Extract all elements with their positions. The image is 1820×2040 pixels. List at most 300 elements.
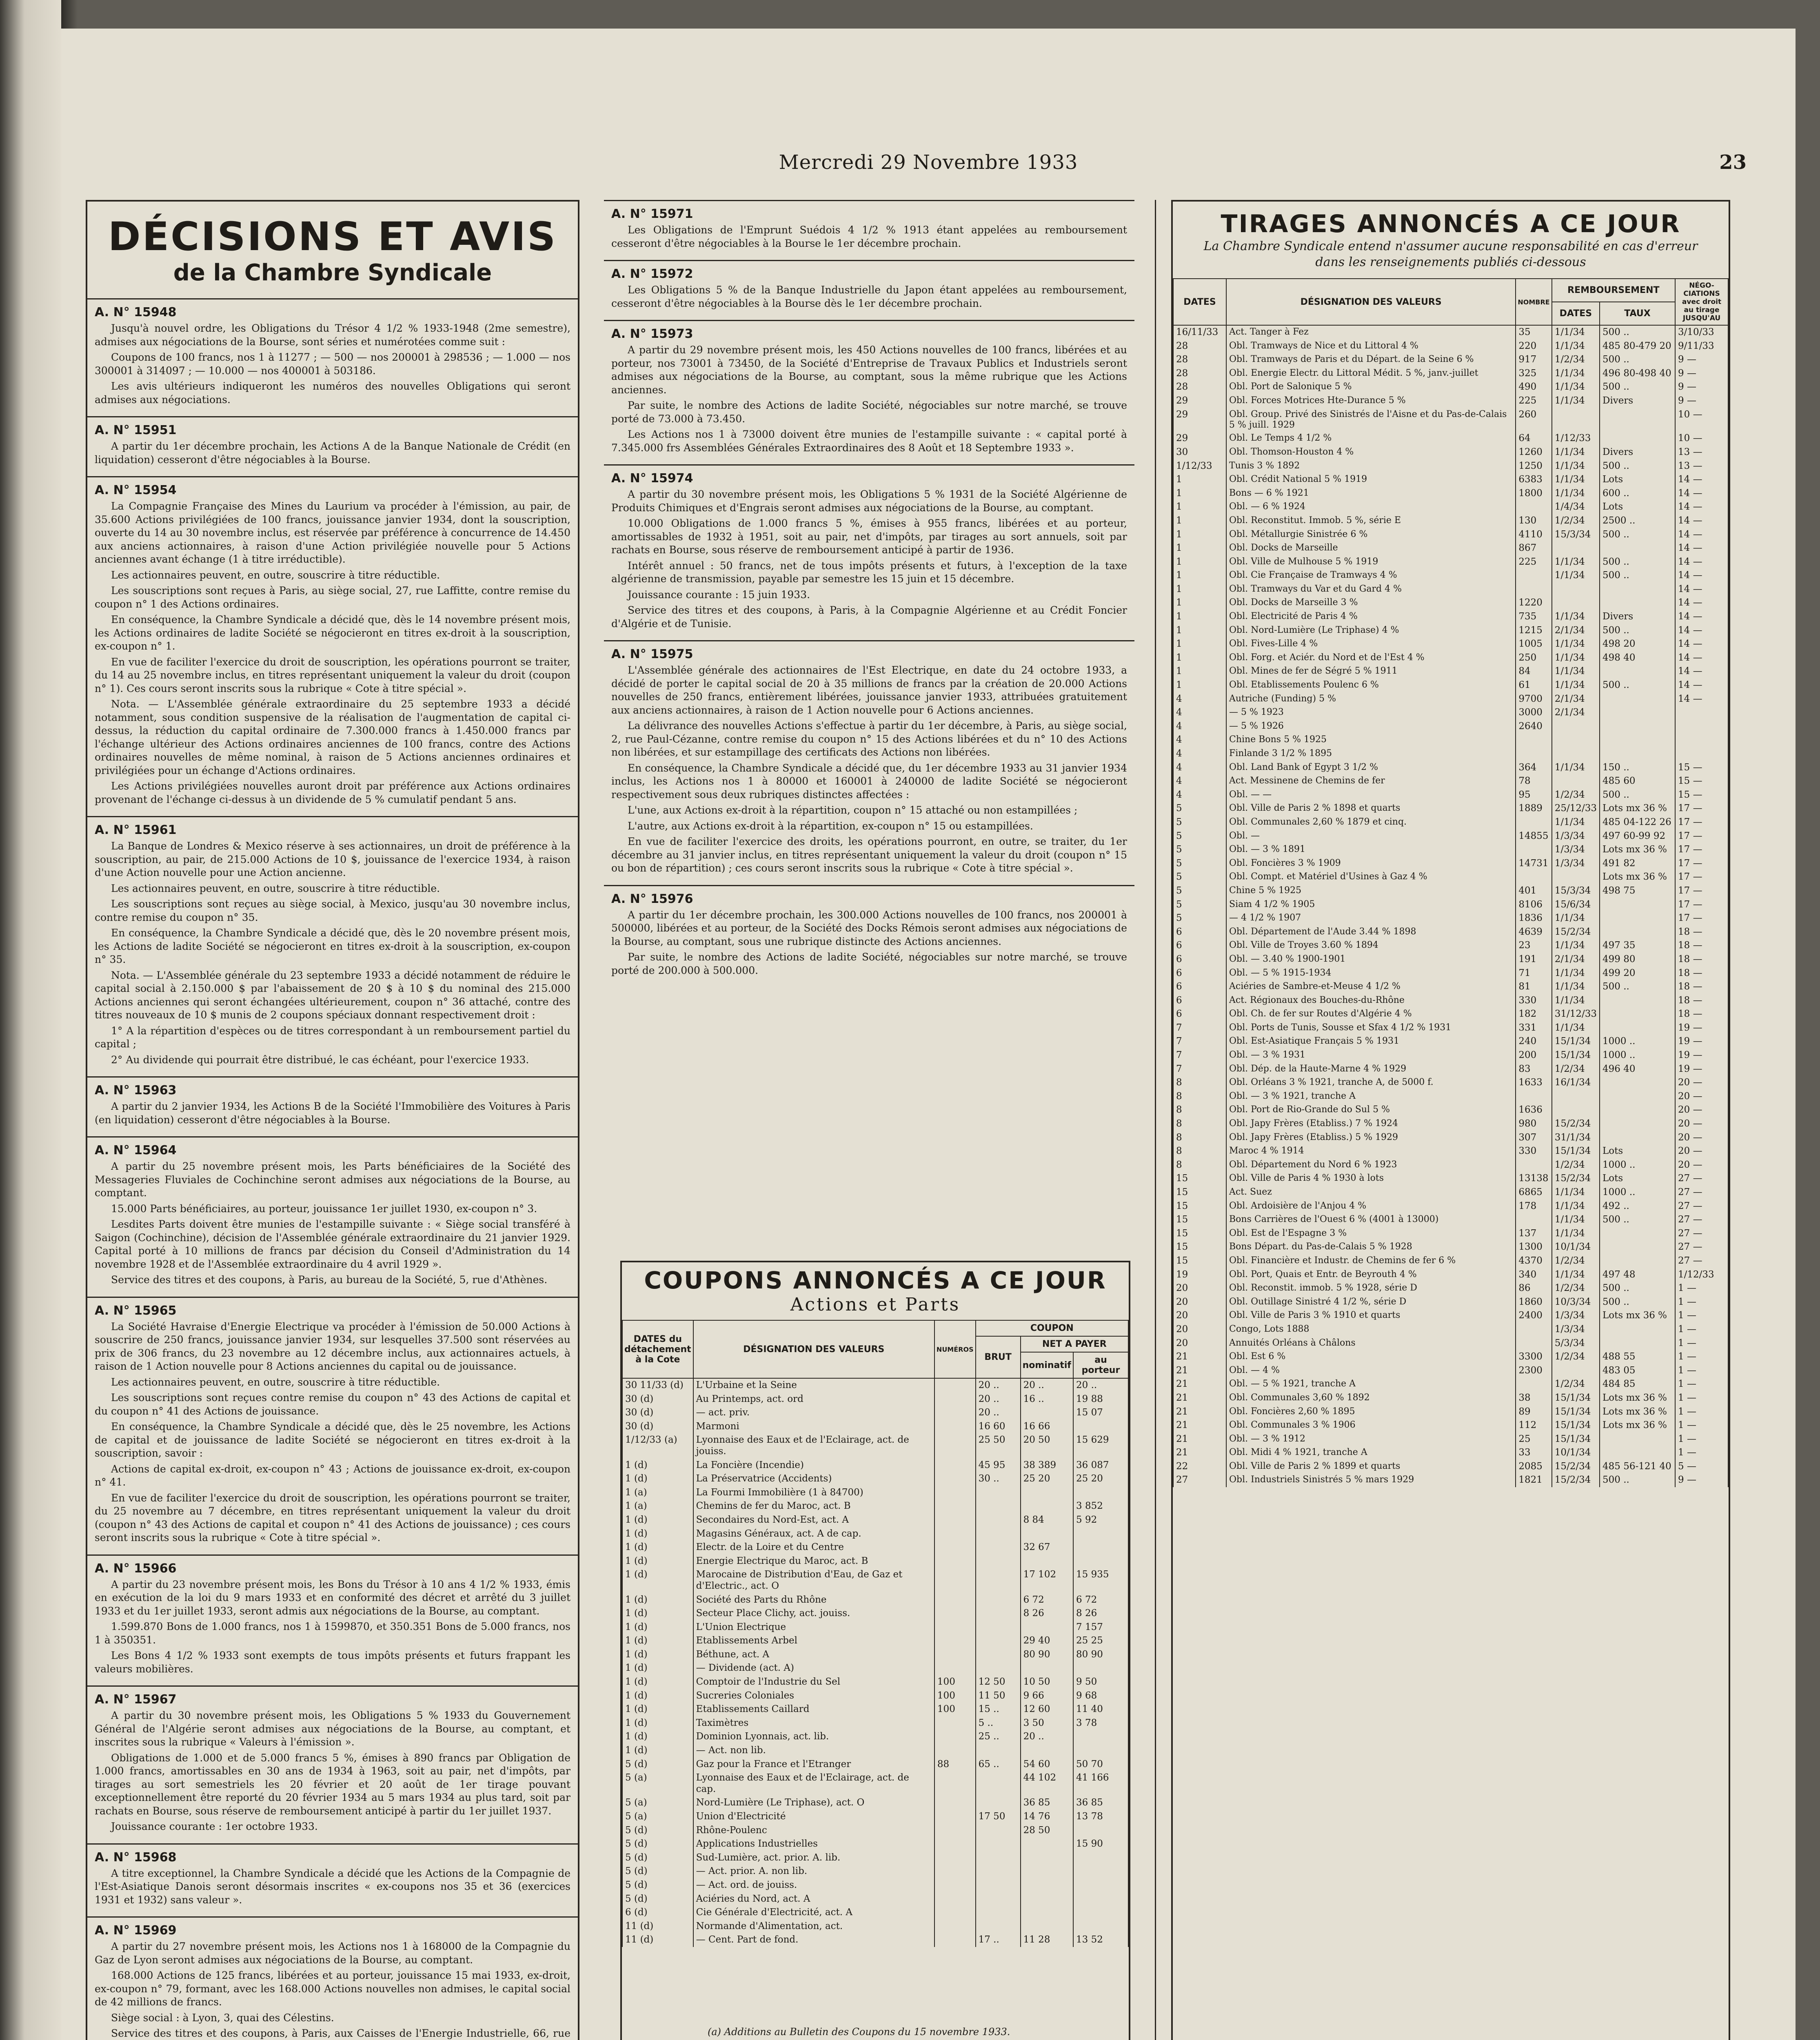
cell-date: 1 (d) — [622, 1689, 693, 1703]
notice-body — [95, 1709, 570, 1834]
cell-taux: 500 .. — [1600, 624, 1675, 638]
col-header-nombre: NOMBRE — [1516, 279, 1551, 325]
cell-porteur: 9 50 — [1073, 1675, 1128, 1689]
cell-designation: Obl. — 5 % 1915-1934 — [1226, 967, 1516, 980]
cell-nombre: 35 — [1516, 325, 1551, 339]
cell-taux — [1600, 1090, 1675, 1104]
cell-date: 5 — [1173, 816, 1226, 829]
cell-nombre: 4370 — [1516, 1254, 1551, 1268]
notice-ref: A. N° 15971 — [611, 207, 693, 221]
cell-taux: Lots — [1600, 473, 1675, 487]
cell-date: 15 — [1173, 1227, 1226, 1241]
table-row — [1173, 1446, 1728, 1460]
notice-paragraph: En conséquence, la Chambre Syndicale a décidé que, dès le 25 novembre, les Actions de capital et de jouissance de ladite Société se négocieront en titres ex-droit à la souscription, savoir : — [95, 1421, 570, 1459]
cell-date: 29 — [1173, 432, 1226, 446]
cell-date: 20 — [1173, 1282, 1226, 1295]
cell-date: 1 — [1173, 555, 1226, 569]
cell-porteur: 50 70 — [1073, 1758, 1128, 1772]
cell-nombre: 8106 — [1516, 898, 1551, 912]
cell-date: 22 — [1173, 1460, 1226, 1474]
cell-porteur — [1073, 1486, 1128, 1500]
cell-taux — [1600, 747, 1675, 761]
table-row — [622, 1920, 1128, 1934]
cell-remb-date — [1552, 408, 1600, 432]
cell-taux — [1600, 408, 1675, 432]
cell-nombre: 9700 — [1516, 692, 1551, 706]
table-row — [1173, 953, 1728, 967]
cell-designation: Obl. Ardoisière de l'Anjou 4 % — [1226, 1200, 1516, 1213]
cell-negociations: 17 — — [1675, 857, 1728, 871]
notice-paragraph: Les actionnaires peuvent, en outre, souscrire à titre réductible. — [111, 1376, 440, 1388]
cell-remb-date: 1/2/34 — [1552, 1282, 1600, 1295]
table-row — [622, 1675, 1128, 1689]
cell-remb-date: 1/2/34 — [1552, 514, 1600, 528]
cell-negociations: 14 — — [1675, 487, 1728, 501]
cell-nombre: 330 — [1516, 994, 1551, 1008]
notice — [87, 298, 578, 416]
cell-date: 1 (d) — [622, 1648, 693, 1662]
cell-negociations: 9 — — [1675, 1473, 1728, 1487]
cell-negociations: 10 — — [1675, 432, 1728, 446]
cell-designation: Act. Tanger à Fez — [1226, 325, 1516, 339]
cell-nominatif: 3 50 — [1021, 1716, 1073, 1730]
cell-taux: Divers — [1600, 446, 1675, 459]
cell-numero — [934, 1661, 976, 1675]
cell-nominatif — [1021, 1621, 1073, 1634]
cell-designation: Tunis 3 % 1892 — [1226, 459, 1516, 473]
cell-date: 30 (d) — [622, 1393, 693, 1406]
cell-date: 5 (d) — [622, 1892, 693, 1906]
cell-date: 21 — [1173, 1377, 1226, 1391]
cell-taux — [1600, 596, 1675, 610]
cell-nominatif: 17 102 — [1021, 1568, 1073, 1593]
table-row — [622, 1459, 1128, 1472]
cell-date: 15 — [1173, 1240, 1226, 1254]
cell-numero: 100 — [934, 1703, 976, 1716]
cell-nombre: 38 — [1516, 1391, 1551, 1405]
notice-ref: A. N° 15972 — [611, 267, 693, 281]
cell-negociations — [1675, 747, 1728, 761]
cell-brut: 12 50 — [976, 1675, 1021, 1689]
cell-date: 6 — [1173, 925, 1226, 939]
cell-numero — [934, 1541, 976, 1554]
cell-designation: Autriche (Funding) 5 % — [1226, 692, 1516, 706]
cell-date: 1 (d) — [622, 1661, 693, 1675]
table-row — [1173, 459, 1728, 473]
cell-numero — [934, 1593, 976, 1607]
cell-remb-date — [1552, 733, 1600, 747]
cell-nombre: 401 — [1516, 884, 1551, 898]
cell-taux — [1600, 1323, 1675, 1337]
cell-porteur: 15 629 — [1073, 1433, 1128, 1458]
cell-taux: Lots mx 36 % — [1600, 1405, 1675, 1419]
cell-date: 29 — [1173, 408, 1226, 432]
cell-porteur: 19 88 — [1073, 1393, 1128, 1406]
cell-designation: Union d'Electricité — [693, 1810, 934, 1824]
cell-numero: 100 — [934, 1675, 976, 1689]
cell-designation: L'Union Electrique — [693, 1621, 934, 1634]
cell-brut: 30 .. — [976, 1472, 1021, 1486]
cell-remb-date — [1552, 870, 1600, 884]
notice-paragraph: Jouissance courante : 15 juin 1933. — [628, 588, 810, 601]
cell-negociations: 14 — — [1675, 665, 1728, 679]
cell-date: 8 — [1173, 1117, 1226, 1131]
cell-negociations: 14 — — [1675, 583, 1728, 596]
cell-remb-date: 1/4/34 — [1552, 500, 1600, 514]
cell-remb-date: 1/2/34 — [1552, 1158, 1600, 1172]
cell-nombre: 2640 — [1516, 720, 1551, 734]
cell-porteur — [1073, 1824, 1128, 1838]
notice-paragraph: Actions de capital ex-droit, ex-coupon n° 43 ; Actions de jouissance ex-droit, ex-coupon n° 41. — [95, 1463, 570, 1488]
notice-paragraph: A partir du 1er décembre prochain, les 300.000 Actions nouvelles de 100 francs, nos 200001 à 500000, libérées et au porteur, de la Société des Docks Rémois seront admises aux négociations de la Bourse, au comptant, sous une rubrique distincte des Actions anciennes. — [611, 909, 1127, 947]
notice-paragraph: Intérêt annuel : 50 francs, net de tous impôts présents et futurs, à l'exception de la taxe algérienne de transmission, payable par semestre les 15 juin et 15 décembre. — [611, 559, 1127, 585]
cell-nominatif: 20 50 — [1021, 1433, 1073, 1458]
cell-nombre: 86 — [1516, 1282, 1551, 1295]
table-row — [1173, 569, 1728, 583]
cell-remb-date — [1552, 1090, 1600, 1104]
cell-designation: Bons — 6 % 1921 — [1226, 487, 1516, 501]
cell-negociations: 17 — — [1675, 802, 1728, 816]
cell-designation: Etablissements Arbel — [693, 1634, 934, 1648]
notice-body — [611, 664, 1127, 875]
cell-remb-date: 1/2/34 — [1552, 1062, 1600, 1076]
table-row — [622, 1527, 1128, 1541]
cell-taux — [1600, 665, 1675, 679]
cell-taux: Lots mx 36 % — [1600, 870, 1675, 884]
cell-negociations: 9 — — [1675, 394, 1728, 408]
cell-nominatif — [1021, 1892, 1073, 1906]
cell-nominatif: 20 .. — [1021, 1730, 1073, 1744]
cell-remb-date: 10/3/34 — [1552, 1295, 1600, 1309]
table-row — [1173, 432, 1728, 446]
cell-designation: Aciéries de Sambre-et-Meuse 4 1/2 % — [1226, 980, 1516, 994]
notice-paragraph: Nota. — L'Assemblée générale extraordinaire du 25 septembre 1933 a décidé notamment, sous condition suspensive de la réalisation de l'augmentation de capital ci-dessus, la réduction du capital ordinaire de 7.300.000 francs à 1.450.000 francs par l'échange ultérieur des Actions ordinaires anciennes de 100 francs, contre des Actions ordinaires nouvelles de même nominal, à raison de 5 Actions anciennes ordinaires et privilégiées pour un échange d'Actions ordinaires. — [95, 698, 570, 776]
notice-ref: A. N° 15968 — [95, 1850, 177, 1865]
cell-negociations: 9/11/33 — [1675, 339, 1728, 353]
table-row — [622, 1378, 1128, 1393]
cell-negociations: 17 — — [1675, 911, 1728, 925]
cell-porteur: 13 52 — [1073, 1933, 1128, 1947]
page-header — [61, 151, 1796, 175]
cell-negociations: 14 — — [1675, 637, 1728, 651]
cell-remb-date: 15/2/34 — [1552, 1172, 1600, 1186]
table-row — [1173, 1172, 1728, 1186]
cell-numero — [934, 1621, 976, 1634]
table-row — [1173, 1419, 1728, 1432]
cell-date: 1 (a) — [622, 1486, 693, 1500]
notice-paragraph: A partir du 1er décembre prochain, les Actions A de la Banque Nationale de Crédit (en liquidation) cesseront d'être négociables à la Bourse. — [95, 440, 570, 466]
cell-nombre: 2300 — [1516, 1364, 1551, 1378]
table-row — [622, 1865, 1128, 1878]
table-row — [1173, 816, 1728, 829]
decisions-column — [86, 200, 579, 2040]
cell-date: 1 — [1173, 637, 1226, 651]
cell-taux: 497 48 — [1600, 1268, 1675, 1282]
cell-nombre: 23 — [1516, 939, 1551, 953]
cell-date: 7 — [1173, 1021, 1226, 1035]
cell-date: 4 — [1173, 788, 1226, 802]
table-row — [1173, 555, 1728, 569]
cell-negociations: 18 — — [1675, 1007, 1728, 1021]
cell-taux — [1600, 1446, 1675, 1460]
cell-taux — [1600, 541, 1675, 555]
cell-taux: 500 .. — [1600, 1473, 1675, 1487]
cell-porteur: 20 .. — [1073, 1378, 1128, 1393]
cell-designation: Energie Electrique du Maroc, act. B — [693, 1554, 934, 1568]
cell-nombre: 178 — [1516, 1200, 1551, 1213]
cell-designation: Obl. — — [1226, 829, 1516, 843]
cell-negociations: 1 — — [1675, 1309, 1728, 1323]
notice-paragraph: L'une, aux Actions ex-droit à la répartition, coupon n° 15 attaché ou non estampillées ; — [628, 804, 1078, 816]
table-row — [1173, 1350, 1728, 1364]
cell-porteur: 6 72 — [1073, 1593, 1128, 1607]
cell-date: 4 — [1173, 733, 1226, 747]
cell-date: 20 — [1173, 1323, 1226, 1337]
notice — [87, 1554, 578, 1686]
cell-taux — [1600, 898, 1675, 912]
cell-porteur: 7 157 — [1073, 1621, 1128, 1634]
cell-negociations: 5 — — [1675, 1460, 1728, 1474]
cell-negociations: 27 — — [1675, 1227, 1728, 1241]
notice-body — [95, 1867, 570, 1907]
cell-remb-date: 1/1/34 — [1552, 1227, 1600, 1241]
cell-designation: Sud-Lumière, act. prior. A. lib. — [693, 1851, 934, 1865]
table-row — [1173, 1268, 1728, 1282]
cell-negociations: 19 — — [1675, 1021, 1728, 1035]
notice-paragraph: Les avis ultérieurs indiqueront les numéros des nouvelles Obligations qui seront admises aux négociations. — [95, 380, 570, 406]
cell-porteur — [1073, 1527, 1128, 1541]
cell-nominatif: 10 50 — [1021, 1675, 1073, 1689]
cell-nombre: 331 — [1516, 1021, 1551, 1035]
cell-negociations: 17 — — [1675, 816, 1728, 829]
cell-nombre: 307 — [1516, 1131, 1551, 1145]
table-row — [1173, 802, 1728, 816]
notice-paragraph: La Société Havraise d'Energie Electrique va procéder à l'émission de 50.000 Actions à souscrire de 250 francs, jouissance janvier 1934, sur lesquelles 37.500 sont réservées au prix de 306 francs, du 23 novembre au 12 décembre inclus, aux actionnaires actuels, à raison de 1 Action nouvelle pour 8 Actions anciennes du capital ou de jouissance. — [95, 1320, 570, 1372]
cell-brut — [976, 1593, 1021, 1607]
cell-taux — [1600, 720, 1675, 734]
table-row — [622, 1472, 1128, 1486]
cell-taux: 488 55 — [1600, 1350, 1675, 1364]
notice-ref: A. N° 15951 — [95, 423, 177, 437]
table-row — [1173, 1103, 1728, 1117]
cell-remb-date: 10/1/34 — [1552, 1240, 1600, 1254]
cell-remb-date: 2/1/34 — [1552, 953, 1600, 967]
table-row — [622, 1661, 1128, 1675]
table-row — [1173, 1473, 1728, 1487]
notice-body — [95, 322, 570, 406]
cell-brut — [976, 1513, 1021, 1527]
cell-designation: Obl. Orléans 3 % 1921, tranche A, de 5000 f. — [1226, 1076, 1516, 1090]
cell-taux: 484 85 — [1600, 1377, 1675, 1391]
table-row — [1173, 884, 1728, 898]
cell-taux: 499 80 — [1600, 953, 1675, 967]
notice-ref: A. N° 15948 — [95, 305, 177, 319]
cell-taux: Lots — [1600, 1172, 1675, 1186]
cell-remb-date: 1/1/34 — [1552, 459, 1600, 473]
cell-remb-date: 2/1/34 — [1552, 692, 1600, 706]
cell-designation: Sucreries Coloniales — [693, 1689, 934, 1703]
cell-designation: Obl. Département de l'Aude 3.44 % 1898 — [1226, 925, 1516, 939]
cell-numero — [934, 1513, 976, 1527]
cell-taux — [1600, 994, 1675, 1008]
cell-taux: 497 60-99 92 — [1600, 829, 1675, 843]
cell-negociations: 20 — — [1675, 1158, 1728, 1172]
notice-body — [611, 344, 1127, 455]
cell-porteur: 5 92 — [1073, 1513, 1128, 1527]
cell-designation: Cie Générale d'Electricité, act. A — [693, 1906, 934, 1920]
cell-designation: — Act. ord. de jouiss. — [693, 1878, 934, 1892]
cell-negociations — [1675, 733, 1728, 747]
cell-date: 5 (a) — [622, 1810, 693, 1824]
cell-nombre — [1516, 1213, 1551, 1227]
table-row — [1173, 500, 1728, 514]
cell-taux: 483 05 — [1600, 1364, 1675, 1378]
notice-body — [611, 284, 1127, 310]
cell-date: 20 — [1173, 1295, 1226, 1309]
cell-remb-date: 15/1/34 — [1552, 1049, 1600, 1062]
cell-designation: Obl. Est de l'Espagne 3 % — [1226, 1227, 1516, 1241]
table-row — [622, 1406, 1128, 1420]
table-row — [1173, 651, 1728, 665]
cell-date: 1/12/33 (a) — [622, 1433, 693, 1458]
cell-nominatif: 38 389 — [1021, 1459, 1073, 1472]
cell-nominatif: 16 .. — [1021, 1393, 1073, 1406]
table-row — [1173, 446, 1728, 459]
notice — [87, 416, 578, 476]
cell-nominatif — [1021, 1527, 1073, 1541]
cell-designation: — 5 % 1926 — [1226, 720, 1516, 734]
cell-numero — [934, 1406, 976, 1420]
cell-numero — [934, 1634, 976, 1648]
cell-date: 5 (d) — [622, 1837, 693, 1851]
cell-date: 5 — [1173, 884, 1226, 898]
coupons-table — [622, 1320, 1129, 1947]
cell-date: 21 — [1173, 1419, 1226, 1432]
cell-designation: Lyonnaise des Eaux et de l'Eclairage, act. de cap. — [693, 1771, 934, 1796]
cell-taux — [1600, 925, 1675, 939]
cell-nombre: 735 — [1516, 610, 1551, 624]
cell-nominatif: 8 84 — [1021, 1513, 1073, 1527]
cell-nombre: 220 — [1516, 339, 1551, 353]
cell-nominatif — [1021, 1406, 1073, 1420]
cell-nombre: 3000 — [1516, 706, 1551, 720]
cell-designation: Aciéries du Nord, act. A — [693, 1892, 934, 1906]
cell-date: 21 — [1173, 1350, 1226, 1364]
cell-taux — [1600, 1117, 1675, 1131]
cell-brut: 20 .. — [976, 1406, 1021, 1420]
cell-designation: Chine Bons 5 % 1925 — [1226, 733, 1516, 747]
cell-porteur: 3 78 — [1073, 1716, 1128, 1730]
cell-remb-date: 1/1/34 — [1552, 380, 1600, 394]
cell-numero — [934, 1568, 976, 1593]
notice — [87, 1297, 578, 1554]
cell-negociations: 27 — — [1675, 1186, 1728, 1200]
cell-date: 16/11/33 — [1173, 325, 1226, 339]
table-row — [1173, 679, 1728, 692]
notice-paragraph: Les actionnaires peuvent, en outre, souscrire à titre réductible. — [111, 882, 440, 894]
cell-negociations: 1 — — [1675, 1432, 1728, 1446]
cell-designation: Obl. Fives-Lille 4 % — [1226, 637, 1516, 651]
notice — [87, 1076, 578, 1136]
cell-date: 27 — [1173, 1473, 1226, 1487]
table-row — [622, 1513, 1128, 1527]
cell-negociations: 14 — — [1675, 541, 1728, 555]
cell-remb-date: 10/1/34 — [1552, 1446, 1600, 1460]
cell-porteur: 80 90 — [1073, 1648, 1128, 1662]
cell-nombre: 1300 — [1516, 1240, 1551, 1254]
cell-porteur — [1073, 1892, 1128, 1906]
notice-paragraph: Service des titres et des coupons, à Paris, aux Caisses de l'Energie Industrielle, 66, rue — [111, 2027, 570, 2039]
cell-remb-date — [1552, 747, 1600, 761]
cell-negociations — [1675, 706, 1728, 720]
notice-ref: A. N° 15961 — [95, 823, 177, 837]
cell-nombre: 89 — [1516, 1405, 1551, 1419]
cell-porteur: 15 90 — [1073, 1837, 1128, 1851]
cell-nombre — [1516, 733, 1551, 747]
table-row — [1173, 1227, 1728, 1241]
table-row — [622, 1851, 1128, 1865]
notice-paragraph: Jouissance courante : 1er octobre 1933. — [111, 1820, 318, 1832]
cell-porteur: 25 25 — [1073, 1634, 1128, 1648]
cell-designation: Obl. Forces Motrices Hte-Durance 5 % — [1226, 394, 1516, 408]
cell-date: 15 — [1173, 1200, 1226, 1213]
cell-date: 1 — [1173, 541, 1226, 555]
cell-nombre: 200 — [1516, 1049, 1551, 1062]
cell-porteur: 3 852 — [1073, 1499, 1128, 1513]
cell-negociations: 14 — — [1675, 679, 1728, 692]
cell-nominatif — [1021, 1486, 1073, 1500]
notice-paragraph: A partir du 30 novembre présent mois, les Obligations 5 % 1931 de la Société Algérienne de Produits Chimiques et d'Engrais seront admises aux négociations de la Bourse, au comptant. — [611, 488, 1127, 514]
notice-paragraph: L'autre, aux Actions ex-droit à la répartition, ex-coupon n° 15 ou estampillées. — [628, 820, 1033, 832]
cell-nombre: 84 — [1516, 665, 1551, 679]
cell-brut — [976, 1865, 1021, 1878]
cell-date: 8 — [1173, 1103, 1226, 1117]
notice-body — [95, 1160, 570, 1287]
cell-designation: Chine 5 % 1925 — [1226, 884, 1516, 898]
cell-designation: Act. Messinene de Chemins de fer — [1226, 774, 1516, 788]
cell-nominatif — [1021, 1661, 1073, 1675]
cell-date: 21 — [1173, 1432, 1226, 1446]
cell-date: 19 — [1173, 1268, 1226, 1282]
notice-paragraph: A partir du 2 janvier 1934, les Actions B de la Société l'Immobilière des Voitures à Paris (en liquidation) cesseront d'être négociables à la Bourse. — [95, 1100, 570, 1126]
notice — [604, 320, 1134, 464]
cell-brut: 45 95 — [976, 1459, 1021, 1472]
cell-taux — [1600, 692, 1675, 706]
notice-paragraph: En conséquence, la Chambre Syndicale a décidé que, dès le 14 novembre présent mois, les Actions ordinaires de ladite Société se négocieront en titres ex-droit à la souscription, ex-coupon n° 1. — [95, 614, 570, 652]
notice-paragraph: Les Bons 4 1/2 % 1933 sont exempts de tous impôts présents et futurs frappant les valeurs mobilières. — [95, 1650, 570, 1675]
cell-numero — [934, 1716, 976, 1730]
cell-designation: — Cent. Part de fond. — [693, 1933, 934, 1947]
cell-taux: 500 .. — [1600, 555, 1675, 569]
cell-remb-date: 1/1/34 — [1552, 911, 1600, 925]
cell-porteur — [1073, 1878, 1128, 1892]
cell-negociations: 14 — — [1675, 692, 1728, 706]
cell-designation: Obl. Foncières 3 % 1909 — [1226, 857, 1516, 871]
cell-numero — [934, 1837, 976, 1851]
cell-date: 30 (d) — [622, 1420, 693, 1434]
cell-negociations: 27 — — [1675, 1240, 1728, 1254]
cell-nominatif: 12 60 — [1021, 1703, 1073, 1716]
cell-negociations: 14 — — [1675, 473, 1728, 487]
cell-designation: Obl. Cie Française de Tramways 4 % — [1226, 569, 1516, 583]
cell-taux: 491 82 — [1600, 857, 1675, 871]
table-row — [1173, 1035, 1728, 1049]
cell-remb-date: 1/1/34 — [1552, 487, 1600, 501]
cell-numero — [934, 1393, 976, 1406]
cell-date: 1 — [1173, 583, 1226, 596]
table-row — [622, 1499, 1128, 1513]
cell-nombre: 81 — [1516, 980, 1551, 994]
